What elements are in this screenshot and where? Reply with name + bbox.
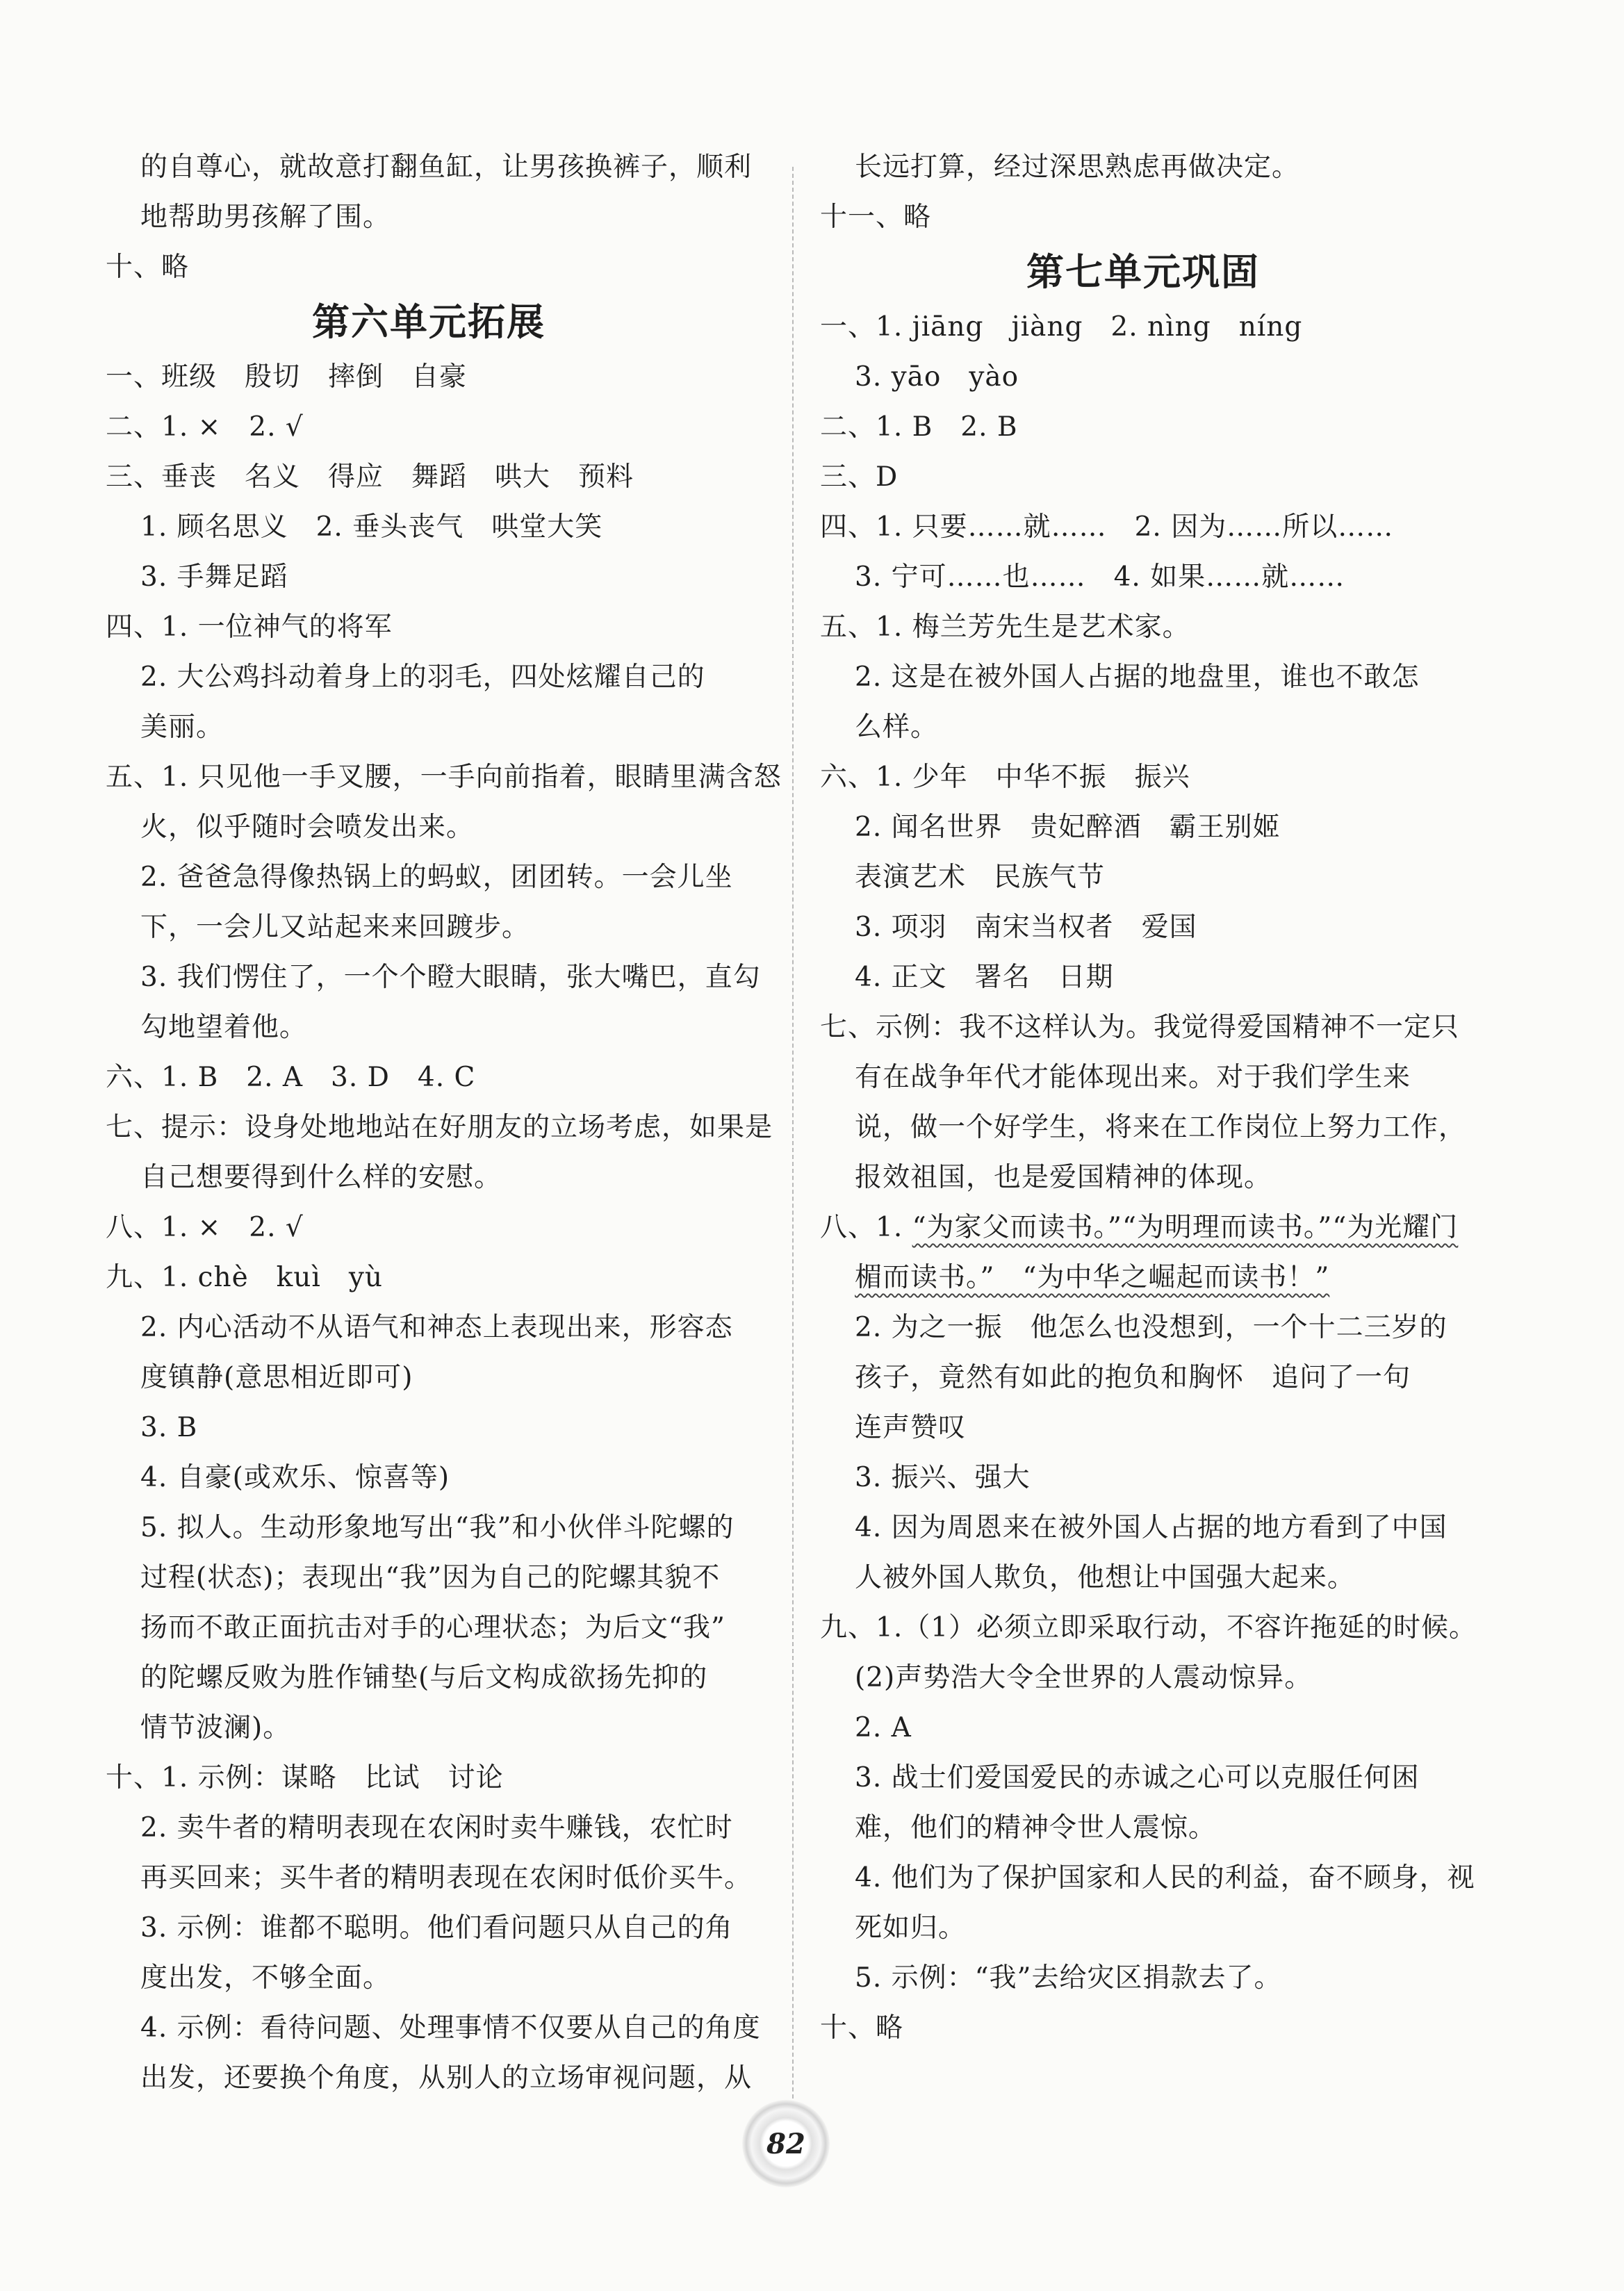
answer-line: 七、提示：设身处地地站在好朋友的立场考虑，如果是: [106, 1112, 773, 1143]
answer-line: 1. 顾名思义 2. 垂头丧气 哄堂大笑: [140, 511, 603, 543]
answer-line: 六、1. 少年 中华不振 振兴: [820, 762, 1190, 793]
answer-line: 3. 振兴、强大: [855, 1462, 1031, 1493]
answer-line: 2. 为之一振 他怎么也没想到，一个十二三岁的: [855, 1312, 1447, 1343]
answer-line: 勾地望着他。: [140, 1012, 308, 1043]
answer-line: 么样。: [855, 712, 939, 743]
answer-line: 2. 闻名世界 贵妃醉酒 霸王别姬: [855, 812, 1281, 843]
answer-line: 3. 战士们爱国爱民的赤诚之心可以克服任何困: [855, 1762, 1420, 1793]
answer-line: 度镇静(意思相近即可): [140, 1362, 413, 1393]
answer-line: 九、1. chè kuì yù: [106, 1262, 384, 1293]
answer-line: 2. 内心活动不从语气和神态上表现出来，形容态: [140, 1312, 733, 1343]
answer-line: 3. 宁可……也…… 4. 如果……就……: [855, 561, 1345, 593]
answer-line: 2. A: [855, 1712, 912, 1743]
answer-line: 3. 项羽 南宋当权者 爱国: [855, 912, 1197, 943]
answer-line: 的自尊心，就故意打翻鱼缸，让男孩换裤子，顺利: [140, 151, 753, 183]
section-title: 第六单元拓展: [312, 299, 546, 344]
answer-line: 2. 这是在被外国人占据的地盘里，谁也不敢怎: [855, 662, 1420, 693]
answer-line: 4. 自豪(或欢乐、惊喜等): [140, 1462, 450, 1493]
answer-line: 过程(状态)；表现出“我”因为自己的陀螺其貌不: [140, 1562, 721, 1593]
answer-line: 孩子，竟然有如此的抱负和胸怀 追问了一句: [855, 1362, 1411, 1393]
answer-line: 七、示例：我不这样认为。我觉得爱国精神不一定只: [820, 1012, 1460, 1043]
answer-line: 4. 他们为了保护国家和人民的利益，奋不顾身，视: [855, 1862, 1475, 1894]
answer-line: 九、1.（1）必须立即采取行动，不容许拖延的时候。: [820, 1612, 1477, 1643]
answer-line: 三、垂丧 名义 得应 舞蹈 哄大 预料: [106, 461, 634, 493]
answer-line: 自己想要得到什么样的安慰。: [140, 1162, 502, 1193]
answer-line: 长远打算，经过深思熟虑再做决定。: [855, 151, 1300, 183]
answer-line: 度出发，不够全面。: [140, 1962, 391, 1994]
answer-line: 2. 大公鸡抖动着身上的羽毛，四处炫耀自己的: [140, 662, 705, 693]
answer-prefix: 八、1.: [820, 1212, 912, 1243]
answer-line: 四、1. 一位神气的将军: [106, 611, 393, 643]
answer-line: 八、1. × 2. √: [106, 1212, 304, 1243]
answer-line: 一、1. jiāng jiàng 2. nìng níng: [820, 311, 1303, 343]
answer-line: 十一、略: [820, 202, 932, 233]
answer-line: 地帮助男孩解了围。: [140, 202, 391, 233]
answer-line: 表演艺术 民族气节: [855, 862, 1106, 893]
answer-line: (2)声势浩大令全世界的人震动惊异。: [855, 1662, 1313, 1693]
answer-line: 3. 手舞足蹈: [140, 561, 288, 593]
answer-line: [820, 1253, 1466, 1303]
answer-line: 情节波澜)。: [140, 1712, 291, 1743]
answer-line: 人被外国人欺负，他想让中国强大起来。: [855, 1562, 1356, 1593]
answer-line: 下，一会儿又站起来来回踱步。: [140, 912, 530, 943]
answer-line: [820, 1203, 1466, 1253]
answer-line: 三、D: [820, 461, 899, 493]
answer-line: 的陀螺反败为胜作铺垫(与后文构成欲扬先抑的: [140, 1662, 708, 1693]
answer-line: 十、1. 示例：谋略 比试 讨论: [106, 1762, 504, 1793]
wavy-underlined-text: “为家父而读书。”“为明理而读书。”“为光耀门: [912, 1212, 1459, 1243]
answer-line: 5. 拟人。生动形象地写出“我”和小伙伴斗陀螺的: [140, 1512, 735, 1543]
answer-line: 火，似乎随时会喷发出来。: [140, 812, 475, 843]
wavy-underlined-text: 楣而读书。” “为中华之崛起而读书！”: [855, 1262, 1330, 1293]
answer-line: 扬而不敢正面抗击对手的心理状态；为后文“我”: [140, 1612, 725, 1643]
answer-line: 4. 因为周恩来在被外国人占据的地方看到了中国: [855, 1512, 1447, 1543]
answer-line: 一、班级 殷切 摔倒 自豪: [106, 361, 468, 393]
answer-line: 出发，还要换个角度，从别人的立场审视问题，从: [140, 2062, 753, 2094]
answer-line: 二、1. × 2. √: [106, 411, 304, 443]
column-divider: [792, 167, 794, 2126]
answer-line: 五、1. 只见他一手叉腰，一手向前指着，眼睛里满含怒: [106, 762, 782, 793]
answer-line: 难，他们的精神令世人震惊。: [855, 1812, 1217, 1844]
answer-line: 六、1. B 2. A 3. D 4. C: [106, 1062, 476, 1093]
answer-line: 二、1. B 2. B: [820, 411, 1018, 443]
answer-line: 3. 示例：谁都不聪明。他们看问题只从自己的角: [140, 1912, 733, 1944]
answer-line: 4. 正文 署名 日期: [855, 962, 1114, 993]
page-number: 82: [742, 2100, 830, 2187]
right-column: [820, 142, 1477, 2053]
answer-line: 死如归。: [855, 1912, 967, 1944]
answer-line: 报效祖国，也是爱国精神的体现。: [855, 1162, 1272, 1193]
answer-line: 十、略: [820, 2012, 904, 2044]
answer-line: 4. 示例：看待问题、处理事情不仅要从自己的角度: [140, 2012, 761, 2044]
section-title: 第七单元巩固: [1026, 249, 1260, 294]
answer-line: 再买回来；买牛者的精明表现在农闲时低价买牛。: [140, 1862, 753, 1894]
answer-line: 美丽。: [140, 712, 224, 743]
answer-line: 十、略: [106, 252, 190, 283]
answer-line: 四、1. 只要……就…… 2. 因为……所以……: [820, 511, 1394, 543]
answer-line: 连声赞叹: [855, 1412, 967, 1443]
answer-line: 3. 我们愣住了，一个个瞪大眼睛，张大嘴巴，直勾: [140, 962, 761, 993]
answer-line: 5. 示例：“我”去给灾区捐款去了。: [855, 1962, 1282, 1994]
answer-line: 3. yāo yào: [855, 361, 1019, 393]
answer-line: 说，做一个好学生，将来在工作岗位上努力工作，: [855, 1112, 1467, 1143]
left-column: [106, 142, 782, 2103]
answer-line: 2. 爸爸急得像热锅上的蚂蚁，团团转。一会儿坐: [140, 862, 733, 893]
answer-line: 2. 卖牛者的精明表现在农闲时卖牛赚钱，农忙时: [140, 1812, 733, 1844]
answer-line: 五、1. 梅兰芳先生是艺术家。: [820, 611, 1190, 643]
answer-line: 有在战争年代才能体现出来。对于我们学生来: [855, 1062, 1411, 1093]
answer-line: 3. B: [140, 1412, 198, 1443]
